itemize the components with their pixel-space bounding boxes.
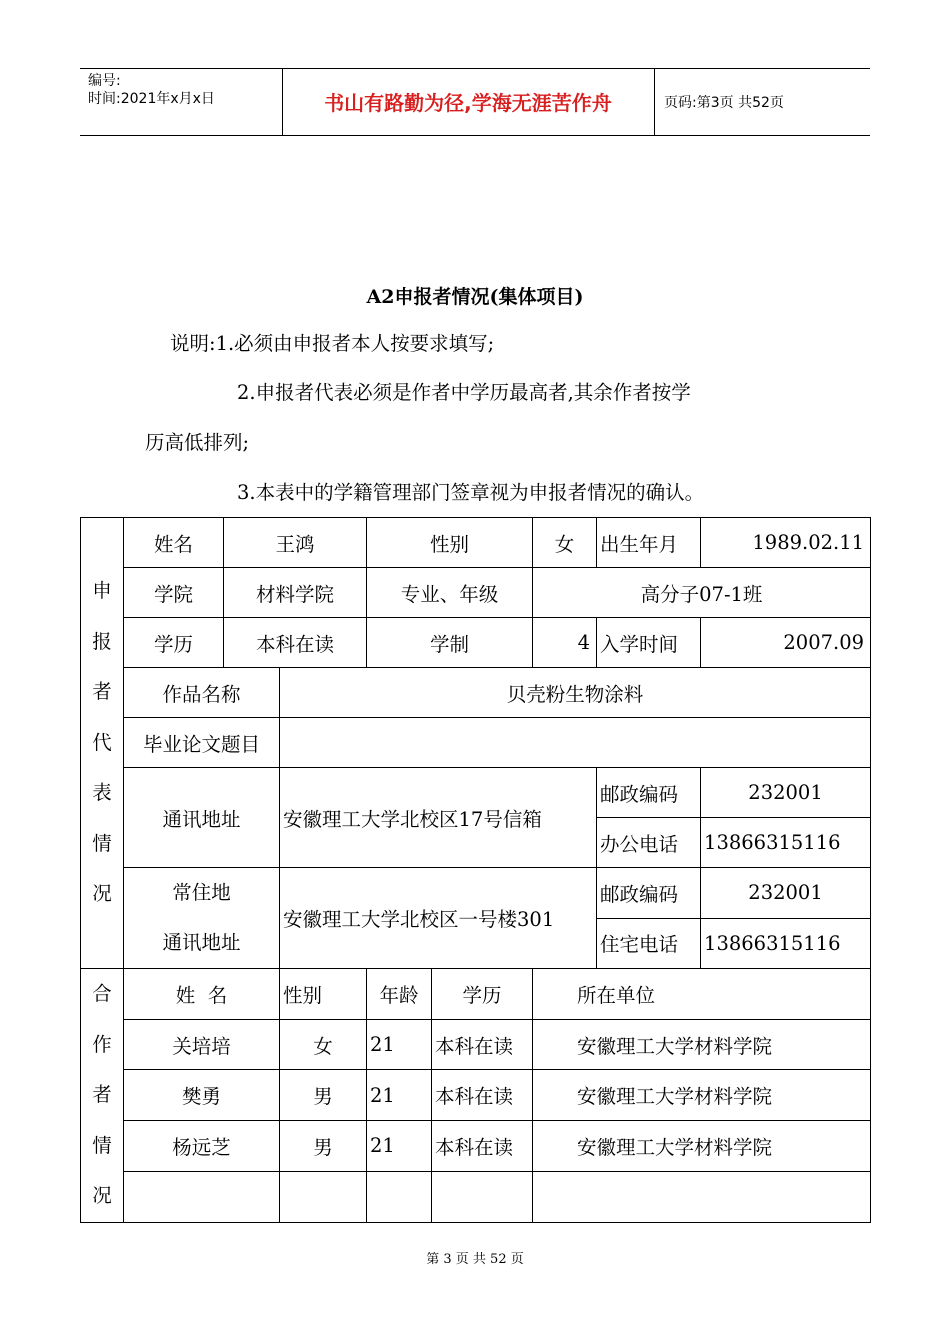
coauthor-unit-header: 所在单位 bbox=[533, 969, 871, 1020]
note-1: 说明:1.必须由申报者本人按要求填写; bbox=[170, 332, 495, 355]
coauthor-age: 21 bbox=[367, 1070, 432, 1121]
rep-row-college bbox=[81, 568, 871, 618]
addr-value: 安徽理工大学北校区17号信箱 bbox=[280, 768, 597, 868]
coauthor-age: 21 bbox=[367, 1121, 432, 1172]
coauthor-name-header: 姓 名 bbox=[124, 969, 280, 1020]
office-phone-value: 13866315116 bbox=[701, 818, 871, 868]
coauthor-row bbox=[81, 1070, 871, 1121]
rep-row-name bbox=[81, 518, 871, 568]
coauthor-degree-header: 学历 bbox=[432, 969, 533, 1020]
coauthor-degree: 本科在读 bbox=[432, 1121, 533, 1172]
coauthor-section-label: 合 作 者 情 况 bbox=[81, 969, 124, 1223]
coauthor-unit-empty bbox=[533, 1171, 871, 1222]
header-divider-right bbox=[654, 68, 655, 135]
zip-label: 邮政编码 bbox=[597, 768, 701, 818]
duration-value: 4 bbox=[533, 618, 597, 668]
work-label: 作品名称 bbox=[124, 668, 280, 718]
coauthor-age: 21 bbox=[367, 1019, 432, 1070]
note-3: 3.本表中的学籍管理部门签章视为申报者情况的确认。 bbox=[237, 481, 705, 504]
home-phone-value: 13866315116 bbox=[701, 918, 871, 969]
coauthor-age-header: 年龄 bbox=[367, 969, 432, 1020]
birth-value: 1989.02.11 bbox=[701, 518, 871, 568]
rep-row-work bbox=[81, 668, 871, 718]
note-2a: 2.申报者代表必须是作者中学历最高者,其余作者按学 bbox=[237, 381, 691, 404]
rep-row-thesis bbox=[81, 718, 871, 768]
coauthor-unit: 安徽理工大学材料学院 bbox=[533, 1019, 871, 1070]
birth-label: 出生年月 bbox=[597, 518, 701, 568]
coauthor-age-empty bbox=[367, 1171, 432, 1222]
major-label: 专业、年级 bbox=[367, 568, 533, 618]
coauthor-row bbox=[81, 1019, 871, 1070]
coauthor-row bbox=[81, 1121, 871, 1172]
office-phone-label: 办公电话 bbox=[597, 818, 701, 868]
header-bottom-rule bbox=[80, 135, 870, 136]
header-top-rule bbox=[80, 68, 870, 69]
zip2-label: 邮政编码 bbox=[597, 868, 701, 919]
perm-addr-label bbox=[124, 868, 280, 969]
college-value: 材料学院 bbox=[224, 568, 367, 618]
coauthor-unit: 安徽理工大学材料学院 bbox=[533, 1070, 871, 1121]
coauthor-gender-header: 性别 bbox=[280, 969, 367, 1020]
home-phone-label: 住宅电话 bbox=[597, 918, 701, 969]
addr-label: 通讯地址 bbox=[124, 768, 280, 868]
header-page-label: 页码:第3页 共52页 bbox=[664, 95, 784, 111]
coauthor-gender: 女 bbox=[280, 1019, 367, 1070]
coauthor-name: 杨远芝 bbox=[124, 1121, 280, 1172]
thesis-value bbox=[280, 718, 871, 768]
coauthor-row-empty bbox=[81, 1171, 871, 1222]
perm-addr-value: 安徽理工大学北校区一号楼301 bbox=[280, 868, 597, 969]
coauthor-degree: 本科在读 bbox=[432, 1019, 533, 1070]
name-label: 姓名 bbox=[124, 518, 224, 568]
coauthor-degree-empty bbox=[432, 1171, 533, 1222]
coauthor-gender: 男 bbox=[280, 1070, 367, 1121]
header-motto: 书山有路勤为径,学海无涯苦作舟 bbox=[324, 91, 612, 115]
rep-row-degree bbox=[81, 618, 871, 668]
major-value: 高分子07-1班 bbox=[533, 568, 871, 618]
coauthor-name-empty bbox=[124, 1171, 280, 1222]
coauthor-gender-empty bbox=[280, 1171, 367, 1222]
work-value: 贝壳粉生物涂料 bbox=[280, 668, 871, 718]
perm-addr-label-line2: 通讯地址 bbox=[162, 931, 241, 954]
degree-value: 本科在读 bbox=[224, 618, 367, 668]
college-label: 学院 bbox=[124, 568, 224, 618]
gender-value: 女 bbox=[533, 518, 597, 568]
coauthor-degree: 本科在读 bbox=[432, 1070, 533, 1121]
zip2-value: 232001 bbox=[701, 868, 871, 919]
thesis-label: 毕业论文题目 bbox=[124, 718, 280, 768]
coauthor-name: 关培培 bbox=[124, 1019, 280, 1070]
rep-section-label: 申 报 者 代 表 情 况 bbox=[81, 518, 124, 969]
note-2b: 历高低排列; bbox=[145, 431, 250, 454]
perm-addr-label-line1: 常住地 bbox=[172, 881, 231, 904]
gender-label: 性别 bbox=[367, 518, 533, 568]
enroll-label: 入学时间 bbox=[597, 618, 701, 668]
degree-label: 学历 bbox=[124, 618, 224, 668]
header-time-label: 时间:2021年x月x日 bbox=[88, 91, 215, 107]
coauthor-gender: 男 bbox=[280, 1121, 367, 1172]
header-number-label: 编号: bbox=[88, 73, 121, 89]
coauthor-name: 樊勇 bbox=[124, 1070, 280, 1121]
page-title: A2申报者情况(集体项目) bbox=[366, 286, 584, 308]
zip-value: 232001 bbox=[701, 768, 871, 818]
name-value: 王鸿 bbox=[224, 518, 367, 568]
rep-row-addr-zip bbox=[81, 768, 871, 818]
coauthor-header-row bbox=[81, 969, 871, 1020]
rep-row-perm-zip bbox=[81, 868, 871, 919]
page-footer: 第 3 页 共 52 页 bbox=[426, 1252, 524, 1267]
applicant-form-table bbox=[80, 517, 871, 1223]
coauthor-unit: 安徽理工大学材料学院 bbox=[533, 1121, 871, 1172]
duration-label: 学制 bbox=[367, 618, 533, 668]
enroll-value: 2007.09 bbox=[701, 618, 871, 668]
